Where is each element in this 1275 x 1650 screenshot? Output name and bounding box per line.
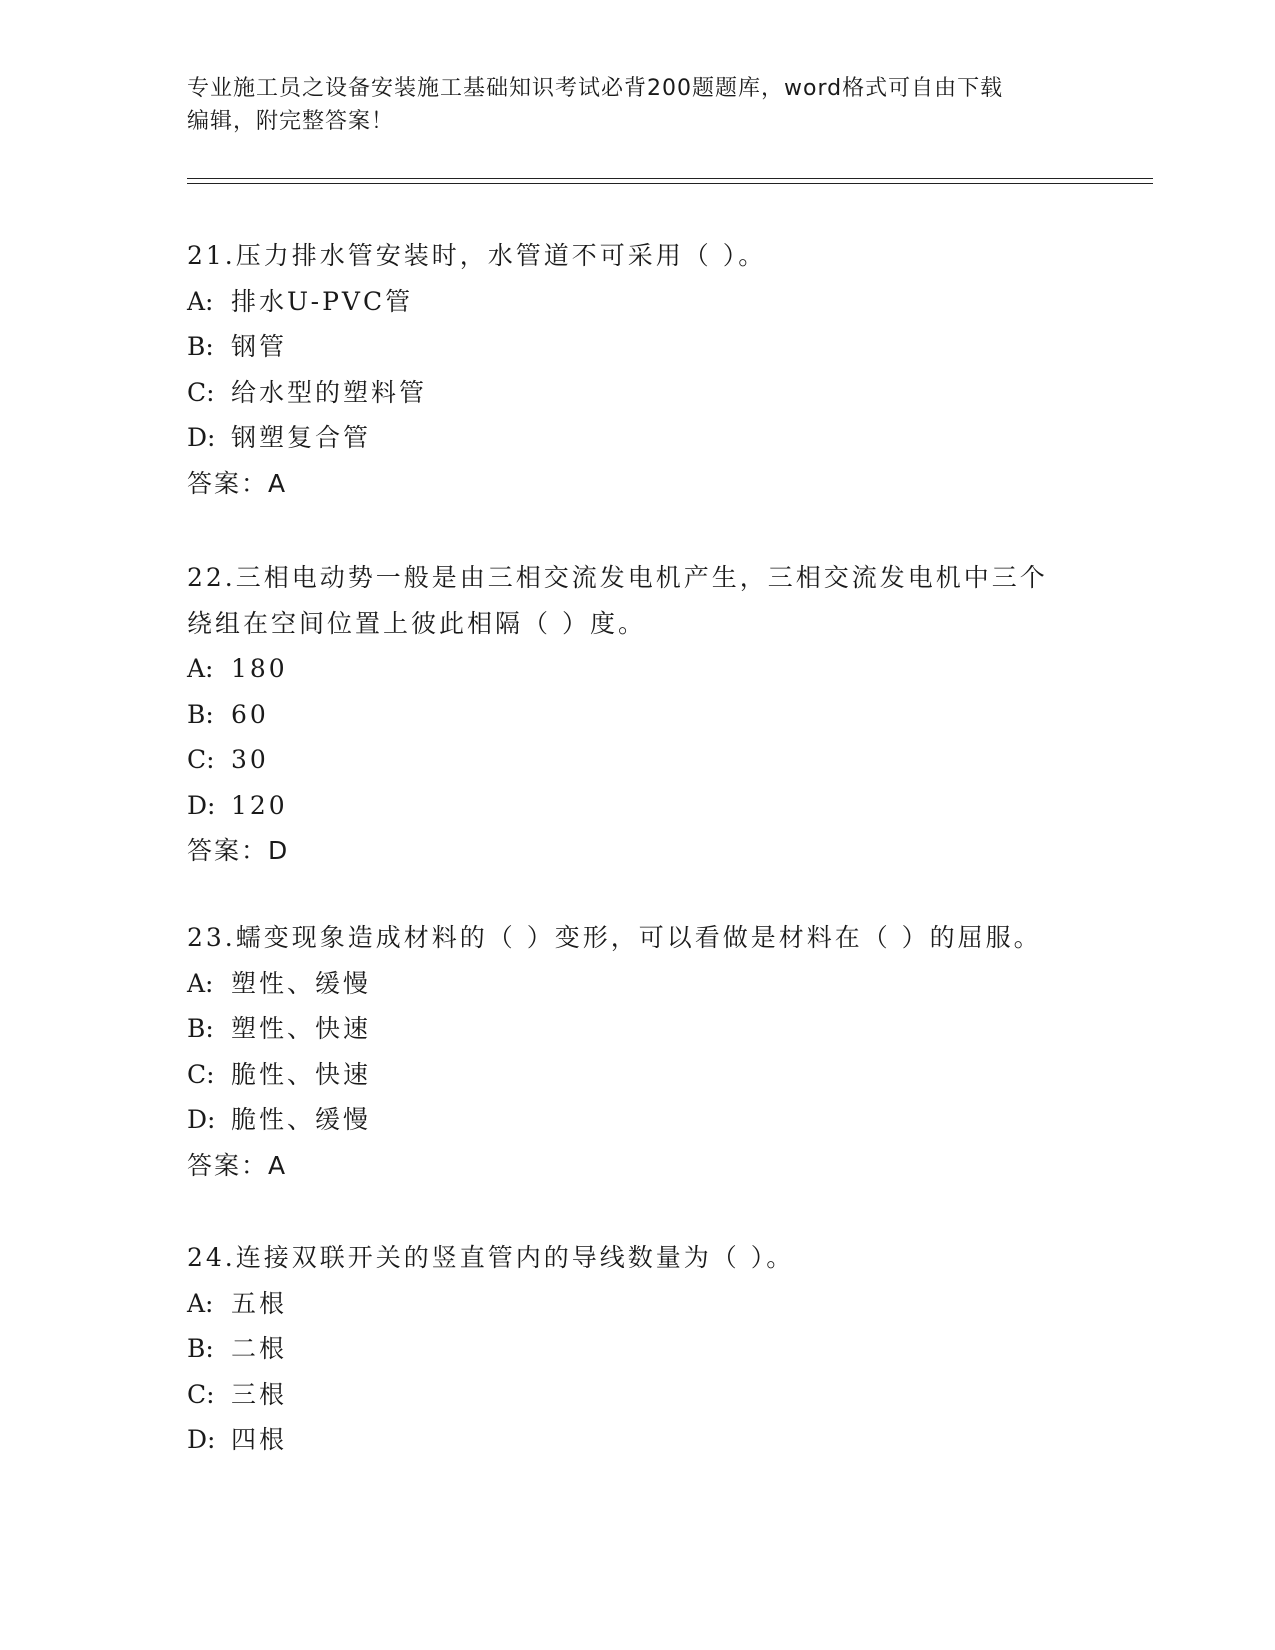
question-stem: 23.蠕变现象造成材料的（ ）变形，可以看做是材料在（ ）的屈服。 (187, 923, 1042, 952)
option-text: 60 (231, 699, 269, 729)
option-text: 二根 (231, 1334, 288, 1363)
header-rule-bottom (187, 183, 1153, 184)
question-stem-line-1: 22.三相电动势一般是由三相交流发电机产生，三相交流发电机中三个 (187, 563, 1048, 592)
option-b (187, 692, 1107, 738)
header-line-2: 编辑，附完整答案！ (187, 109, 395, 134)
option-text: 脆性、缓慢 (231, 1105, 372, 1134)
question-24 (187, 1235, 1107, 1463)
option-letter: C: (187, 1379, 215, 1409)
option-letter: C: (187, 1059, 215, 1089)
option-text: 塑性、缓慢 (231, 968, 372, 998)
option-text: 塑性、快速 (231, 1014, 372, 1043)
answer: 答案：A (187, 468, 288, 498)
option-text: 三根 (231, 1379, 288, 1409)
option-letter: D: (187, 790, 216, 820)
answer: 答案：A (187, 1150, 288, 1180)
question-stem: 21.压力排水管安装时，水管道不可采用（ ）。 (187, 241, 767, 270)
question-stem-line-2: 绕组在空间位置上彼此相隔（ ）度。 (187, 608, 646, 638)
option-letter: D: (187, 1425, 216, 1454)
option-a (187, 279, 1107, 325)
option-a (187, 1281, 1107, 1327)
option-text: 120 (231, 790, 288, 820)
option-b (187, 324, 1107, 370)
question-22 (187, 555, 1107, 874)
option-text: 脆性、快速 (231, 1059, 372, 1089)
option-text: 钢塑复合管 (231, 423, 372, 452)
option-letter: A: (187, 968, 214, 998)
option-text: 五根 (231, 1288, 288, 1318)
option-text: 四根 (231, 1425, 288, 1454)
option-d (187, 415, 1107, 461)
option-d (187, 1097, 1107, 1143)
option-c (187, 1052, 1107, 1098)
option-letter: D: (187, 423, 216, 452)
document-header (187, 72, 1087, 138)
option-c (187, 737, 1107, 783)
option-c (187, 370, 1107, 416)
option-text: 30 (231, 745, 269, 774)
option-letter: A: (187, 654, 214, 683)
option-c (187, 1372, 1107, 1418)
option-text: 排水U-PVC管 (231, 286, 414, 316)
option-a (187, 961, 1107, 1007)
option-letter: C: (187, 377, 215, 407)
option-b (187, 1006, 1107, 1052)
option-letter: B: (187, 1334, 214, 1363)
option-letter: B: (187, 1014, 214, 1043)
option-letter: B: (187, 699, 214, 729)
question-stem: 24.连接双联开关的竖直管内的导线数量为（ ）。 (187, 1243, 795, 1272)
option-a (187, 646, 1107, 692)
option-letter: A: (187, 1288, 214, 1318)
option-text: 钢管 (231, 332, 288, 361)
option-b (187, 1326, 1107, 1372)
answer: 答案：D (187, 836, 290, 865)
option-text: 给水型的塑料管 (231, 377, 428, 407)
option-letter: D: (187, 1105, 216, 1134)
question-23 (187, 915, 1107, 1188)
header-rule-top (187, 178, 1153, 179)
option-letter: A: (187, 286, 214, 316)
option-letter: C: (187, 745, 215, 774)
header-line-1: 专业施工员之设备安装施工基础知识考试必背200题题库，word格式可自由下载 (187, 76, 1004, 101)
option-text: 180 (231, 654, 288, 683)
question-21 (187, 233, 1107, 506)
option-letter: B: (187, 332, 214, 361)
option-d (187, 783, 1107, 829)
option-d (187, 1417, 1107, 1463)
